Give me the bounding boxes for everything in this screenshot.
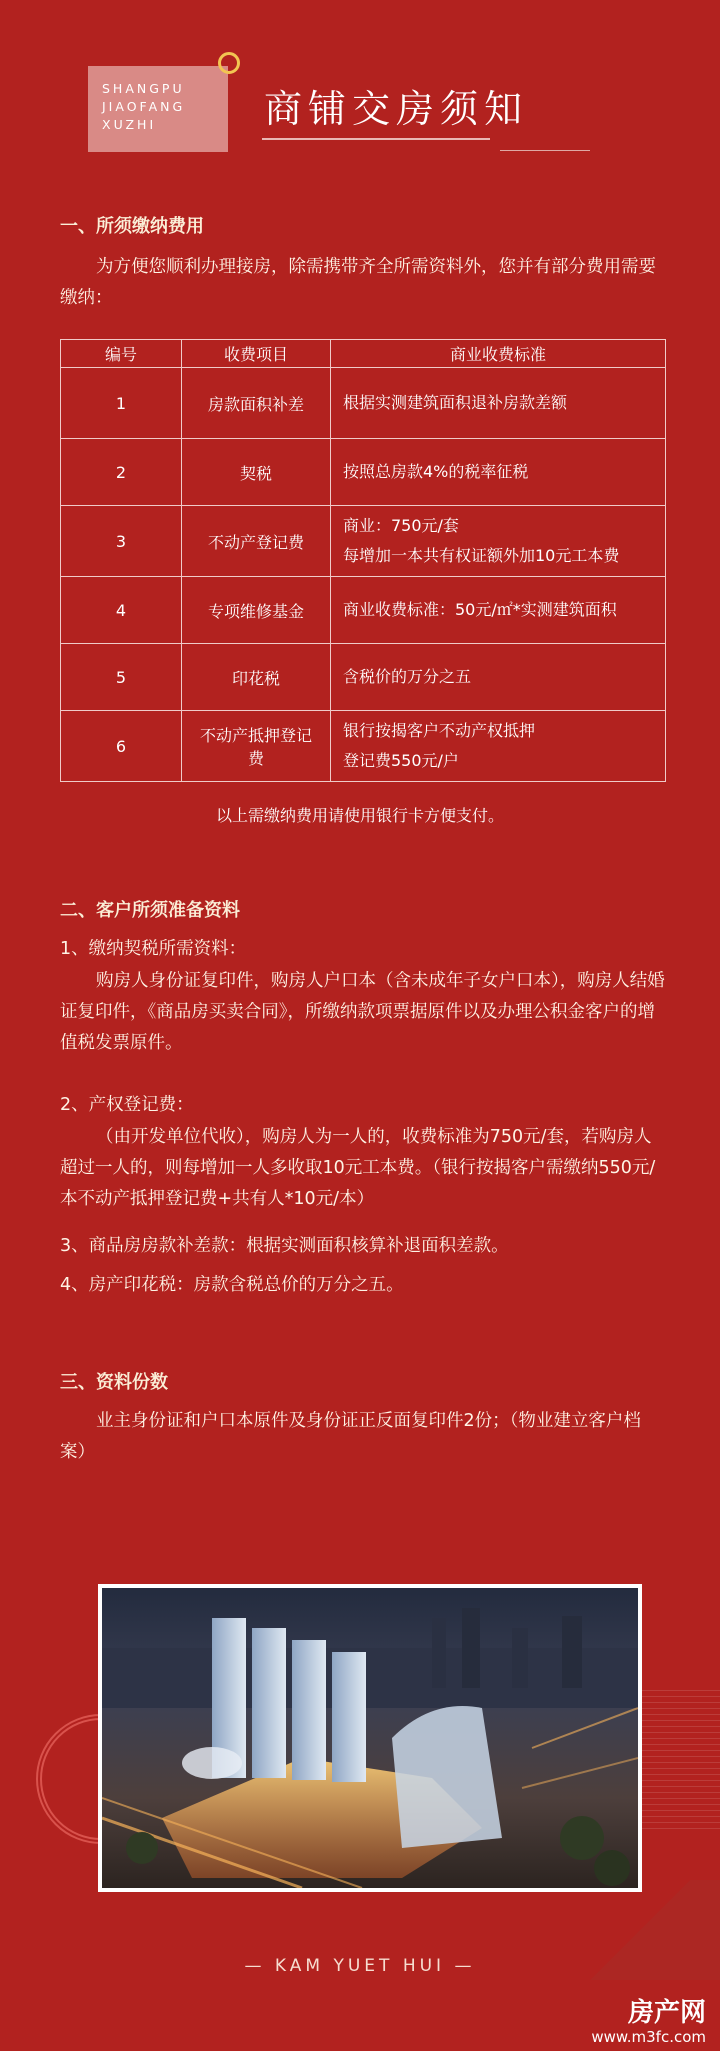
row-standard: 银行按揭客户不动产权抵押 登记费550元/户 [331, 711, 666, 782]
footer-signature: — KAM YUET HUI — [244, 1956, 476, 1976]
copies-body: 业主身份证和户口本原件及身份证正反面复印件2份；（物业建立客户档案） [60, 1411, 641, 1462]
section-heading-fees: 一、所须缴纳费用 [60, 216, 204, 237]
row-item: 不动产抵押登记费 [182, 711, 331, 782]
logo-line: JIAOFANG [102, 99, 186, 114]
doc-item1-title: 1、缴纳契税所需资料： [60, 939, 247, 959]
doc-item2-title: 2、产权登记费： [60, 1095, 194, 1115]
doc-item1-body: 购房人身份证复印件，购房人户口本（含未成年子女户口本），购房人结婚证复印件，《商品房买卖合同》，所缴纳款项票据原件以及办理公积金客户的增值税发票原件。 [60, 971, 665, 1053]
table-row [61, 506, 666, 577]
title-underline [262, 138, 490, 140]
row-item: 契税 [182, 439, 331, 506]
fees-intro: 为方便您顺利办理接房，除需携带齐全所需资料外，您并有部分费用需要缴纳： [60, 257, 656, 308]
row-number: 5 [61, 644, 182, 711]
ring-icon [218, 52, 240, 74]
logo-line: XUZHI [102, 117, 157, 132]
doc-item2-body: （由开发单位代收），购房人为一人的，收费标准为750元/套，若购房人超过一人的，则每增加一人多收取10元工本费。（银行按揭客户需缴纳550元/本不动产抵押登记费+共有人*10元/本） [60, 1127, 656, 1209]
row-standard: 商业收费标准：50元/㎡*实测建筑面积 [331, 577, 666, 644]
title-rule [500, 150, 590, 151]
row-number: 3 [61, 506, 182, 577]
watermark [591, 1998, 706, 2046]
watermark-url: www.m3fc.com [591, 2028, 706, 2046]
row-number: 1 [61, 368, 182, 439]
doc-item3: 3、商品房房款补差款：根据实测面积核算补退面积差款。 [60, 1236, 509, 1256]
row-number: 2 [61, 439, 182, 506]
logo-text [102, 80, 185, 134]
payment-note: 以上需缴纳费用请使用银行卡方便支付。 [215, 806, 504, 825]
logo-box [88, 66, 228, 152]
building-rendering-svg [102, 1588, 638, 1888]
row-item: 印花税 [182, 644, 331, 711]
table-row [61, 711, 666, 782]
table-row [61, 368, 666, 439]
section-heading-copies: 三、资料份数 [60, 1372, 168, 1393]
table-header-cell: 编号 [61, 340, 182, 368]
row-standard: 根据实测建筑面积退补房款差额 [331, 368, 666, 439]
page-title: 商铺交房须知 [264, 87, 529, 131]
row-standard: 含税价的万分之五 [331, 644, 666, 711]
row-standard: 按照总房款4%的税率征税 [331, 439, 666, 506]
row-item: 专项维修基金 [182, 577, 331, 644]
table-header-cell: 商业收费标准 [331, 340, 666, 368]
table-row [61, 439, 666, 506]
table-header-cell: 收费项目 [182, 340, 331, 368]
doc-item4: 4、房产印花税：房款含税总价的万分之五。 [60, 1275, 404, 1295]
section-heading-documents: 二、客户所须准备资料 [60, 900, 240, 921]
row-item: 房款面积补差 [182, 368, 331, 439]
table-header-row [61, 340, 666, 368]
watermark-name: 房产网 [627, 1998, 706, 2028]
table-row [61, 644, 666, 711]
row-standard: 商业：750元/套 每增加一本共有权证额外加10元工本费 [331, 506, 666, 577]
fees-table [60, 339, 666, 782]
row-number: 6 [61, 711, 182, 782]
building-rendering-image [98, 1584, 642, 1892]
logo-line: SHANGPU [102, 81, 185, 96]
row-item: 不动产登记费 [182, 506, 331, 577]
row-number: 4 [61, 577, 182, 644]
table-row [61, 577, 666, 644]
